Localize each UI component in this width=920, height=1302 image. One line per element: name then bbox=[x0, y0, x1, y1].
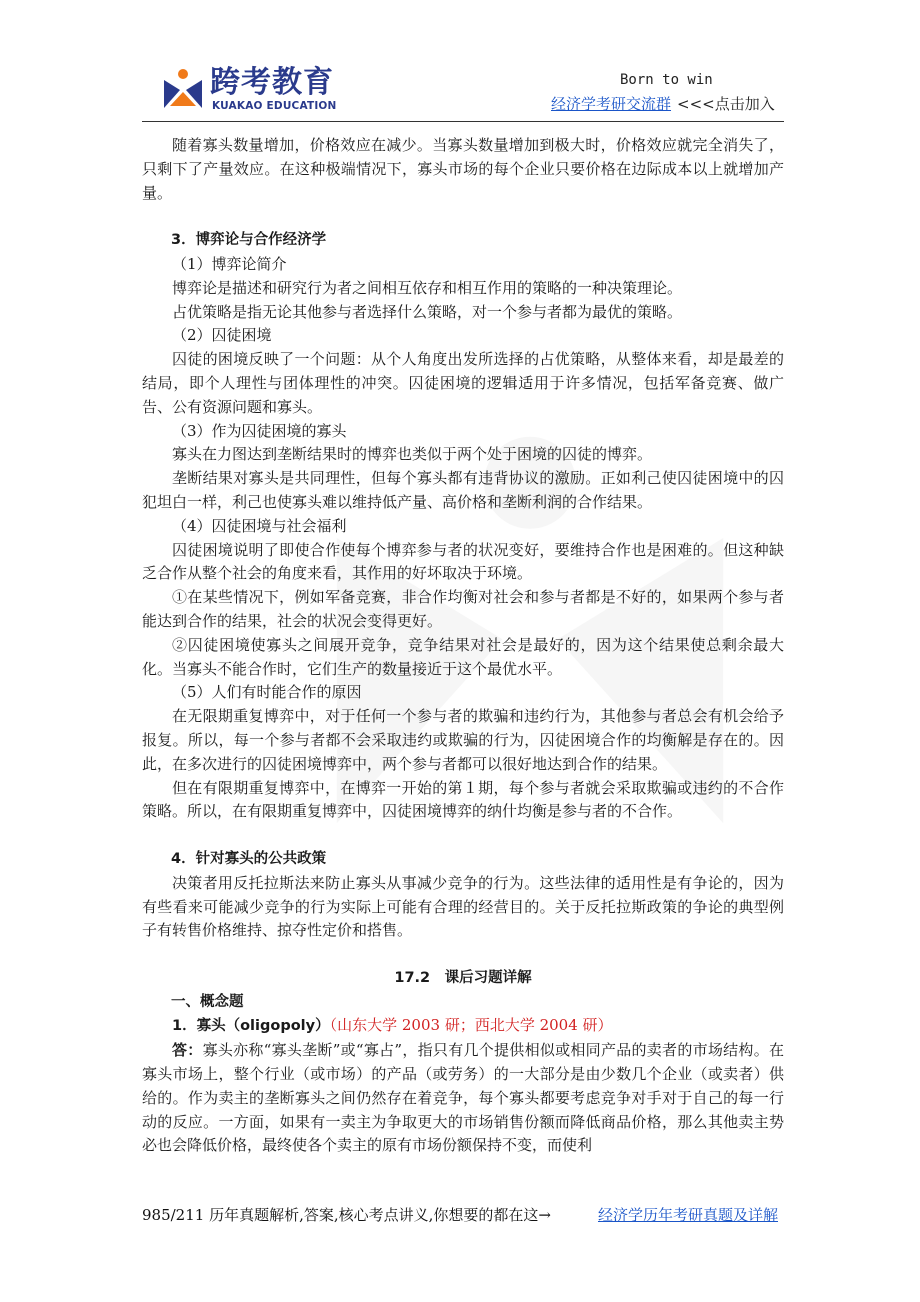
section-3-heading: 3．博弈论与合作经济学 bbox=[171, 232, 327, 249]
section-4-heading: 4．针对寡头的公共政策 bbox=[171, 850, 327, 867]
paragraph: 寡头在力图达到垄断结果时的博弈也类似于两个处于困境的囚徒的博弈。 bbox=[172, 445, 653, 464]
term-1-heading bbox=[142, 1014, 784, 1039]
study-group-link[interactable]: 经济学考研交流群 bbox=[551, 95, 672, 113]
subsection-3-2-heading: （2）囚徒困境 bbox=[172, 326, 272, 345]
paragraph: 垄断结果对寡头是共同理性，但每个寡头都有违背协议的激励。正如利己使囚徒困境中的囚犯坦白一样，利己也使寡头难以维持低产量、高价格和垄断利润的合作结果。 bbox=[142, 469, 784, 511]
logo-chinese-text: 跨考教育 bbox=[210, 65, 334, 100]
paragraph: 博弈论是描述和研究行为者之间相互依存和相互作用的策略的一种决策理论。 bbox=[172, 278, 683, 297]
paragraph: 占优策略是指无论其他参与者选择什么策略，对一个参与者都为最优的策略。 bbox=[172, 302, 683, 321]
click-to-join-text: <<<点击加入 bbox=[677, 95, 775, 113]
page-footer bbox=[142, 1204, 784, 1225]
term-1-name: 1．寡头（oligopoly） bbox=[172, 1018, 330, 1035]
part-1-heading: 一、概念题 bbox=[171, 993, 244, 1010]
chapter-heading: 17.2 课后习题详解 bbox=[394, 969, 532, 986]
intro-paragraph: 随着寡头数量增加，价格效应在减少。当寡头数量增加到极大时，价格效应就完全消失了，只剩下了产量效应。在这种极端情况下，寡头市场的每个企业只要价格在边际成本以上就增加产量。 bbox=[142, 136, 784, 202]
kuakao-logo-mark-icon bbox=[160, 66, 206, 112]
subsection-3-1-heading: （1）博弈论简介 bbox=[172, 254, 287, 273]
term-1-source: （山东大学 2003 研；西北大学 2004 研） bbox=[329, 1016, 613, 1035]
logo-english-text: KUAKAO EDUCATION bbox=[212, 100, 337, 112]
subsection-3-4-heading: （4）囚徒困境与社会福利 bbox=[172, 516, 347, 535]
document-body bbox=[142, 134, 784, 1158]
header-divider bbox=[142, 121, 784, 122]
subsection-3-5-heading: （5）人们有时能合作的原因 bbox=[172, 683, 362, 702]
paragraph: 但在有限期重复博弈中，在博弈一开始的第１期，每个参与者就会采取欺骗或违约的不合作策略。所以，在有限期重复博弈中，囚徒困境博弈的纳什均衡是参与者的不合作。 bbox=[142, 778, 784, 821]
paragraph: ②囚徒困境使寡头之间展开竞争，竞争结果对社会是最好的，因为这个结果使总剩余最大化。当寡头不能合作时，它们生产的数量接近于这个最优水平。 bbox=[142, 635, 784, 678]
answer-paragraph bbox=[142, 1039, 784, 1158]
paragraph: 囚徒困境说明了即使合作使每个博弈参与者的状况变好，要维持合作也是困难的。但这种缺乏合作从整个社会的角度来看，其作用的好坏取决于环境。 bbox=[142, 540, 784, 583]
paragraph: ①在某些情况下，例如军备竞赛，非合作均衡对社会和参与者都是不好的，如果两个参与者能达到合作的结果，社会的状况会变得更好。 bbox=[142, 588, 784, 630]
answer-label: 答： bbox=[172, 1041, 203, 1060]
group-join-row bbox=[551, 93, 775, 114]
subsection-3-3-heading: （3）作为囚徒困境的寡头 bbox=[172, 421, 347, 440]
kuakao-logo bbox=[160, 66, 360, 116]
answer-text: 寡头亦称“寡头垄断”或“寡占”，指只有几个提供相似或相同产品的卖者的市场结构。在寡头市场上，整个行业（或市场）的产品（或劳务）的一大部分是由少数几个企业（或卖者）供给的。作为卖主的垄断寡头之间仍然存在着竞争，每个寡头都要考虑竞争对手对于自己的每一行动的反应。一方面，如果有一卖主为争取更大的市场销售份额而降低商品价格，那么其他卖主势必也会降低价格，最终使各个卖主的原有市场份额保持不变，而使利 bbox=[142, 1041, 784, 1155]
motto-text: Born to win bbox=[620, 72, 713, 88]
paragraph: 在无限期重复博弈中，对于任何一个参与者的欺骗和违约行为，其他参与者总会有机会给予报复。所以，每一个参与者都不会采取违约或欺骗的行为，囚徒困境合作的均衡解是存在的。因此，在多次进行的囚徒困境博弈中，两个参与者都可以很好地达到合作的结果。 bbox=[142, 707, 784, 773]
page-header bbox=[0, 0, 920, 124]
past-exams-link[interactable]: 经济学历年考研真题及详解 bbox=[597, 1206, 778, 1224]
footer-promo-text: 985/211 历年真题解析,答案,核心考点讲义,你想要的都在这→ bbox=[142, 1206, 551, 1224]
paragraph: 决策者用反托拉斯法来防止寡头从事减少竞争的行为。这些法律的适用性是有争论的，因为有些看来可能减少竞争的行为实际上可能有合理的经营目的。关于反托拉斯政策的争论的典型例子有转售价格维持、掠夺性定价和搭售。 bbox=[142, 873, 784, 940]
paragraph: 囚徒的困境反映了一个问题：从个人角度出发所选择的占优策略，从整体来看，却是最差的结局，即个人理性与团体理性的冲突。囚徒困境的逻辑适用于许多情况，包括军备竞赛、做广告、公有资源问题和寡头。 bbox=[142, 350, 784, 416]
